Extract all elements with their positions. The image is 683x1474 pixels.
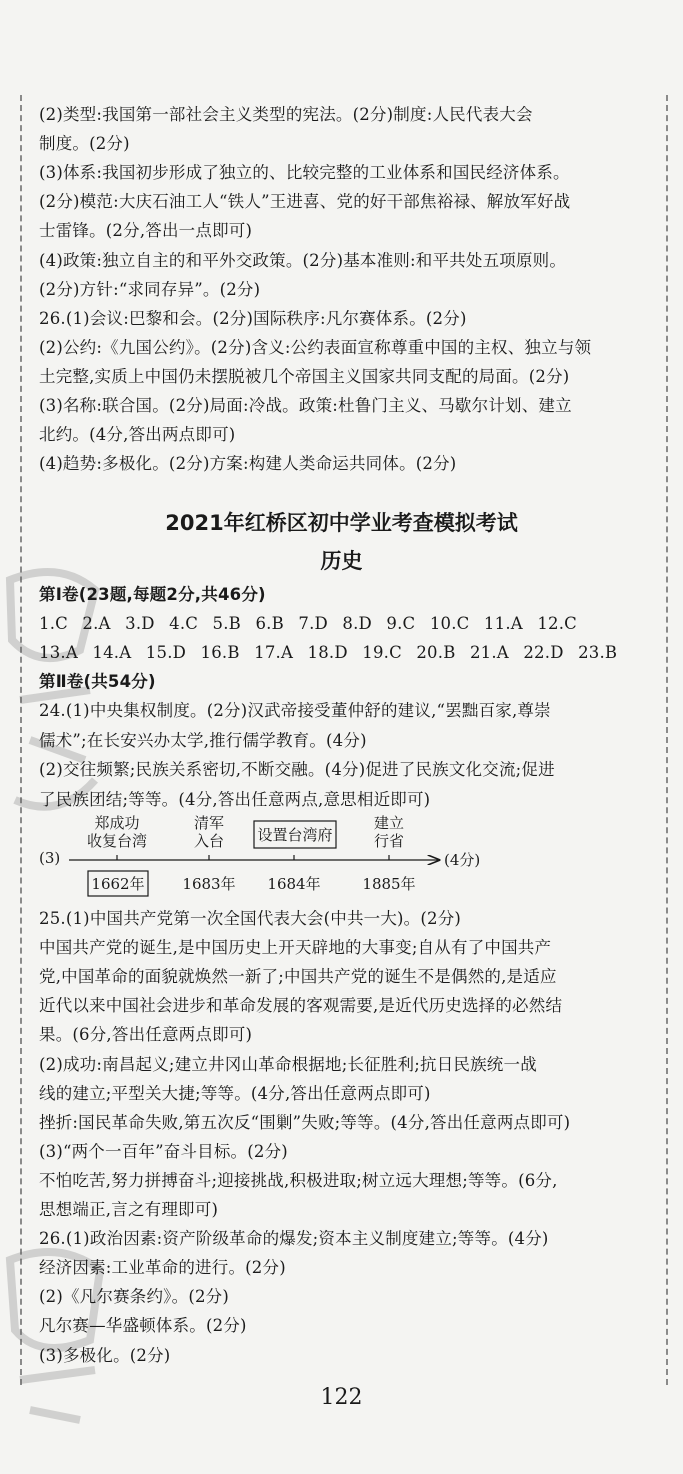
answer-text-line: (3)“两个一百年”奋斗目标。(2分) [39, 1141, 288, 1161]
event-1-top2: 收复台湾 [86, 832, 148, 850]
section1-heading: 第Ⅰ卷(23题,每题2分,共46分) [39, 585, 266, 604]
answer-text-line: 土完整,实质上中国仍未摆脱被几个帝国主义国家共同支配的局面。(2分) [39, 366, 570, 386]
event-2-top1: 清军 [193, 815, 225, 832]
answer-text-line: 26.(1)会议:巴黎和会。(2分)国际秩序:凡尔赛体系。(2分) [39, 308, 467, 328]
answer-text-line: 中国共产党的诞生,是中国历史上开天辟地的大事变;自从有了中国共产 [39, 938, 552, 958]
answer-text-line: 士雷锋。(2分,答出一点即可) [39, 221, 253, 241]
left-binding-line [20, 95, 22, 1385]
event-4-year: 1885年 [362, 875, 416, 893]
answer-text-line: 凡尔赛—华盛顿体系。(2分) [39, 1316, 247, 1336]
answer-text-line: 25.(1)中国共产党第一次全国代表大会(中共一大)。(2分) [39, 909, 462, 928]
answer-text-line: 近代以来中国社会进步和革命发展的客观需要,是近代历史选择的必然结 [39, 996, 563, 1016]
answer-text-line: 果。(6分,答出任意两点即可) [39, 1025, 253, 1045]
answer-text-line: (4)趋势:多极化。(2分)方案:构建人类命运共同体。(2分) [39, 454, 457, 474]
answer-text-line: (4)政策:独立自主的和平外交政策。(2分)基本准则:和平共处五项原则。 [39, 250, 567, 270]
subject-title: 历史 [320, 549, 363, 573]
timeline-prefix: (3) [39, 849, 61, 867]
answer-text-line: (3)多极化。(2分) [39, 1345, 171, 1365]
answer-text-line: (2)交往频繁;民族关系密切,不断交融。(4分)促进了民族文化交流;促进 [39, 760, 555, 779]
taiwan-timeline [39, 815, 499, 900]
answer-text-line: 北约。(4分,答出两点即可) [39, 425, 236, 445]
event-2-top2: 入台 [193, 832, 225, 850]
answer-text-line: (2)成功:南昌起义;建立井冈山革命根据地;长征胜利;抗日民族统一战 [39, 1054, 537, 1074]
answer-text-line: 26.(1)政治因素:资产阶级革命的爆发;资本主义制度建立;等等。(4分) [39, 1229, 549, 1249]
event-4-top2: 行省 [373, 832, 405, 850]
answer-text-line: (3)名称:联合国。(2分)局面:冷战。政策:杜鲁门主义、马歇尔计划、建立 [39, 396, 572, 415]
answer-text-line: 制度。(2分) [39, 134, 130, 154]
event-4-top1: 建立 [373, 815, 405, 832]
answer-text-line: (2)类型:我国第一部社会主义类型的宪法。(2分)制度:人民代表大会 [39, 105, 533, 124]
answer-text-line: 儒术”;在长安兴办太学,推行儒学教育。(4分) [39, 730, 367, 750]
exam-title: 2021年红桥区初中学业考查模拟考试 [165, 511, 518, 535]
answers-row-1: 1.C 2.A 3.D 4.C 5.B 6.B 7.D 8.D 9.C 10.C 11.A 12.C [39, 614, 577, 633]
answer-text-line: (3)体系:我国初步形成了独立的、比较完整的工业体系和国民经济体系。 [39, 163, 570, 183]
event-3-top1: 设置台湾府 [257, 826, 333, 844]
answer-text-line: (2)公约:《九国公约》。(2分)含义:公约表面宣称尊重中国的主权、独立与领 [39, 337, 592, 357]
answer-text-line: (2分)模范:大庆石油工人“铁人”王进喜、党的好干部焦裕禄、解放军好战 [39, 192, 571, 212]
answer-text-line: 24.(1)中央集权制度。(2分)汉武帝接受董仲舒的建议,“罢黜百家,尊崇 [39, 701, 551, 720]
page-number: 122 [320, 1385, 363, 1410]
answer-text-line: 线的建立;平型关大捷;等等。(4分,答出任意两点即可) [39, 1083, 431, 1103]
answer-text-line: 挫折:国民革命失败,第五次反“围剿”失败;等等。(4分,答出任意两点即可) [39, 1112, 571, 1132]
answer-text-line: 思想端正,言之有理即可) [39, 1200, 219, 1219]
event-1-top1: 郑成功 [94, 815, 140, 832]
section2-heading: 第Ⅱ卷(共54分) [39, 672, 156, 691]
right-binding-line [666, 95, 668, 1385]
answer-text-line: 不怕吃苦,努力拼搏奋斗;迎接挑战,积极进取;树立远大理想;等等。(6分, [39, 1170, 558, 1190]
answer-text-line: 党,中国革命的面貌就焕然一新了;中国共产党的诞生不是偶然的,是适应 [39, 967, 557, 987]
answers-row-2: 13.A 14.A 15.D 16.B 17.A 18.D 19.C 20.B 21.A 22.D 23.B [39, 643, 618, 662]
answer-text-line: (2)《凡尔赛条约》。(2分) [39, 1287, 229, 1307]
answer-text-line: 了民族团结;等等。(4分,答出任意两点,意思相近即可) [39, 789, 431, 809]
timeline-suffix: (4分) [444, 851, 481, 869]
event-2-year: 1683年 [182, 875, 236, 893]
event-3-year: 1684年 [267, 875, 321, 893]
answer-text-line: 经济因素:工业革命的进行。(2分) [39, 1258, 286, 1278]
answer-text-line: (2分)方针:“求同存异”。(2分) [39, 279, 261, 299]
event-1-year: 1662年 [91, 875, 145, 893]
